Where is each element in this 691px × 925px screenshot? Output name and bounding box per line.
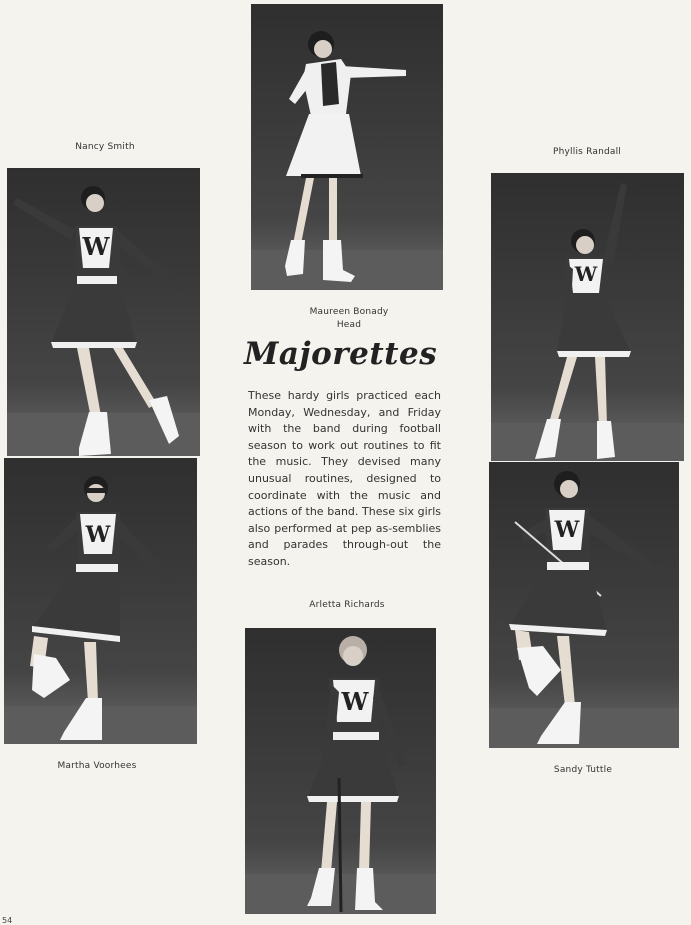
- photo-nancy-smith: [7, 168, 200, 456]
- majorette-figure-maureen: [251, 4, 443, 290]
- uniform-letter-arletta: W: [341, 687, 369, 716]
- photo-arletta-richards: [245, 628, 436, 914]
- caption-maureen-bonady: Maureen Bonady: [309, 307, 389, 317]
- page-title: Majorettes: [244, 336, 438, 372]
- uniform-letter-martha: W: [85, 522, 111, 548]
- caption-martha-voorhees: Martha Voorhees: [57, 761, 137, 771]
- majorette-figure-arletta: [245, 628, 436, 914]
- photo-phyllis-randall: [491, 173, 684, 461]
- uniform-letter-nancy: W: [82, 232, 110, 261]
- photo-sandy-tuttle: [489, 462, 679, 748]
- caption-nancy-smith: Nancy Smith: [75, 142, 135, 152]
- uniform-letter-phyllis: W: [574, 262, 598, 286]
- majorette-figure-martha: [4, 458, 197, 744]
- majorette-figure-phyllis: [491, 173, 684, 461]
- photo-martha-voorhees: [4, 458, 197, 744]
- caption-maureen-head: Head: [336, 320, 362, 330]
- majorette-figure-nancy: [7, 168, 200, 456]
- photo-maureen-bonady: [251, 4, 443, 290]
- uniform-letter-sandy: W: [554, 517, 580, 543]
- page-number: 54: [2, 916, 13, 925]
- body-paragraph: These hardy girls practiced each Monday, Wednesday, and Friday with the band during football season to work out routines to fit the music. They devised many unusual routines, designed to coordinate with the music and actions of the band. These six girls also performed at pep as-semblies and parades through-out the season.: [248, 389, 441, 568]
- caption-arletta-richards: Arletta Richards: [309, 600, 385, 610]
- caption-sandy-tuttle: Sandy Tuttle: [553, 765, 613, 775]
- majorette-figure-sandy: [489, 462, 679, 748]
- caption-phyllis-randall: Phyllis Randall: [552, 147, 621, 157]
